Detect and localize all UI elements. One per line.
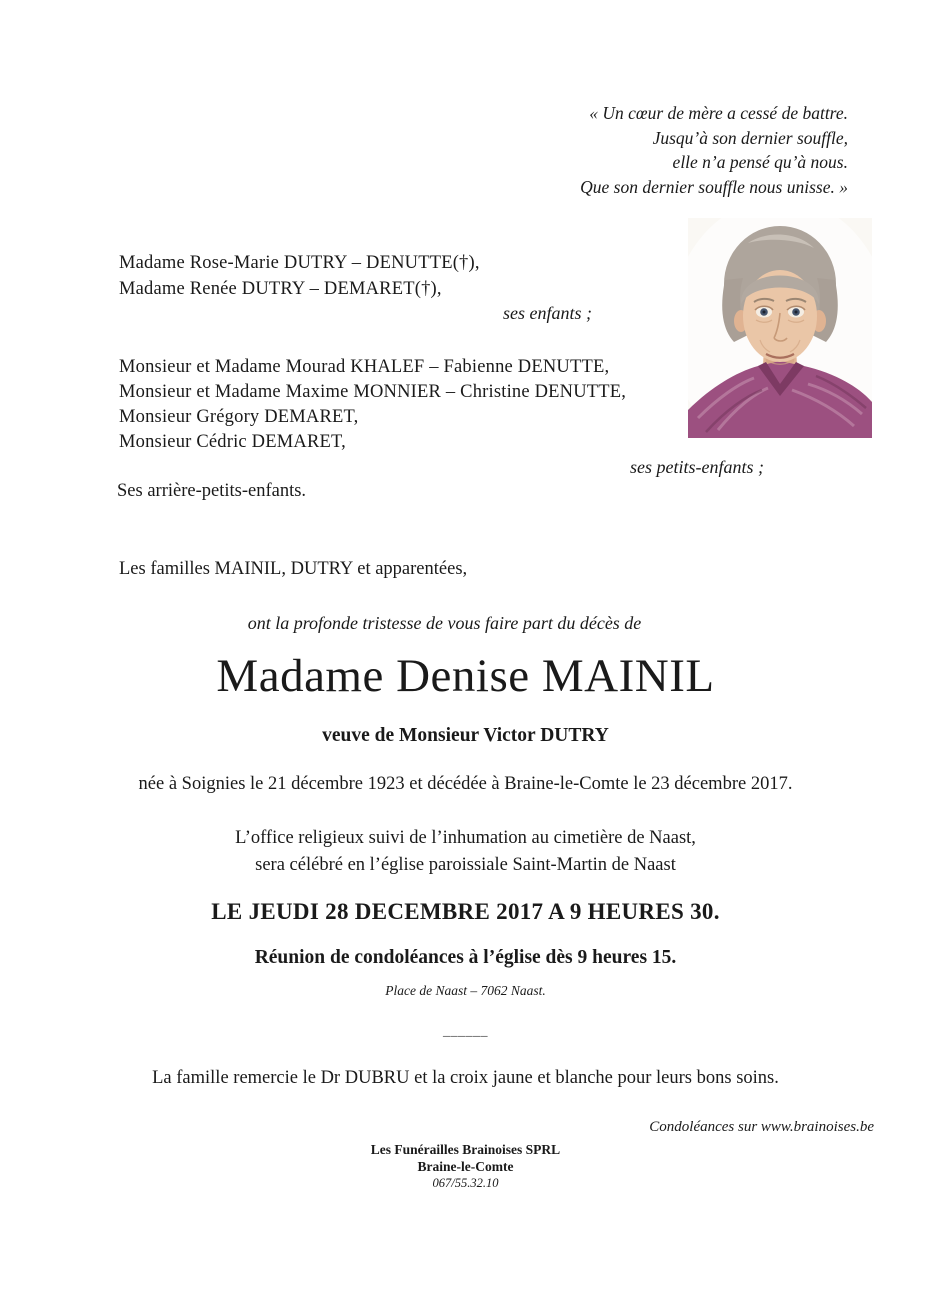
ceremony-description: [0, 825, 931, 878]
announcement-intro: ont la profonde tristesse de vous faire part du décès de: [247, 613, 642, 633]
quote-line: Que son dernier souffle nous unisse. »: [580, 176, 848, 197]
children-caption: ses enfants ;: [503, 303, 592, 323]
ceremony-address-line: Place de Naast – 7062 Naast.: [385, 983, 546, 998]
thanks-line: La famille remercie le Dr DUBRU et la croix jaune et blanche pour leurs bons soins.: [152, 1068, 779, 1088]
families-line: Les familles MAINIL, DUTRY et apparentées,: [119, 559, 468, 579]
ceremony-line: L’office religieux suivi de l’inhumation au cimetière de Naast,: [235, 828, 696, 848]
grandchild-name: Monsieur et Madame Maxime MONNIER – Christine DENUTTE,: [119, 382, 627, 402]
grandchild-name: Monsieur et Madame Mourad KHALEF – Fabienne DENUTTE,: [119, 357, 610, 377]
grandchildren-list: [119, 355, 626, 455]
section-divider: ______: [443, 1024, 488, 1039]
ceremony-line: sera célébré en l’église paroissiale Saint-Martin de Naast: [255, 854, 676, 875]
deceased-name-title: Madame Denise MAINIL: [216, 650, 715, 702]
funeral-home-name: Les Funérailles Brainoises SPRL: [370, 1142, 561, 1157]
ceremony-date-line: LE JEUDI 28 DECEMBRE 2017 A 9 HEURES 30.: [211, 899, 720, 924]
memorial-quote: [580, 101, 848, 199]
condolence-meeting-line: Réunion de condoléances à l’église dès 9 heures 15.: [254, 947, 677, 968]
child-name: Madame Rose-Marie DUTRY – DENUTTE(†),: [119, 253, 480, 273]
child-name: Madame Renée DUTRY – DEMARET(†),: [119, 279, 442, 299]
children-list: [119, 250, 480, 302]
birth-death-line: née à Soignies le 21 décembre 1923 et décédée à Braine-le-Comte le 23 décembre 2017.: [138, 774, 793, 794]
great-grandchildren-line: Ses arrière-petits-enfants.: [117, 481, 307, 501]
portrait-illustration: [688, 218, 872, 438]
funeral-home-city: Braine-le-Comte: [417, 1159, 514, 1174]
grandchild-name: Monsieur Grégory DEMARET,: [119, 407, 359, 427]
grandchildren-caption: ses petits-enfants ;: [630, 457, 764, 477]
portrait-photo: [688, 218, 872, 438]
funeral-home-phone: 067/55.32.10: [432, 1176, 499, 1190]
quote-line: elle n’a pensé qu’à nous.: [672, 152, 848, 172]
funeral-home-block: [0, 1141, 931, 1192]
quote-line: Jusqu’à son dernier souffle,: [652, 127, 848, 148]
online-condolences-line: Condoléances sur www.brainoises.be: [649, 1119, 874, 1135]
quote-line: « Un cœur de mère a cessé de battre.: [589, 103, 848, 123]
grandchild-name: Monsieur Cédric DEMARET,: [119, 432, 346, 452]
widow-line: veuve de Monsieur Victor DUTRY: [322, 725, 609, 746]
